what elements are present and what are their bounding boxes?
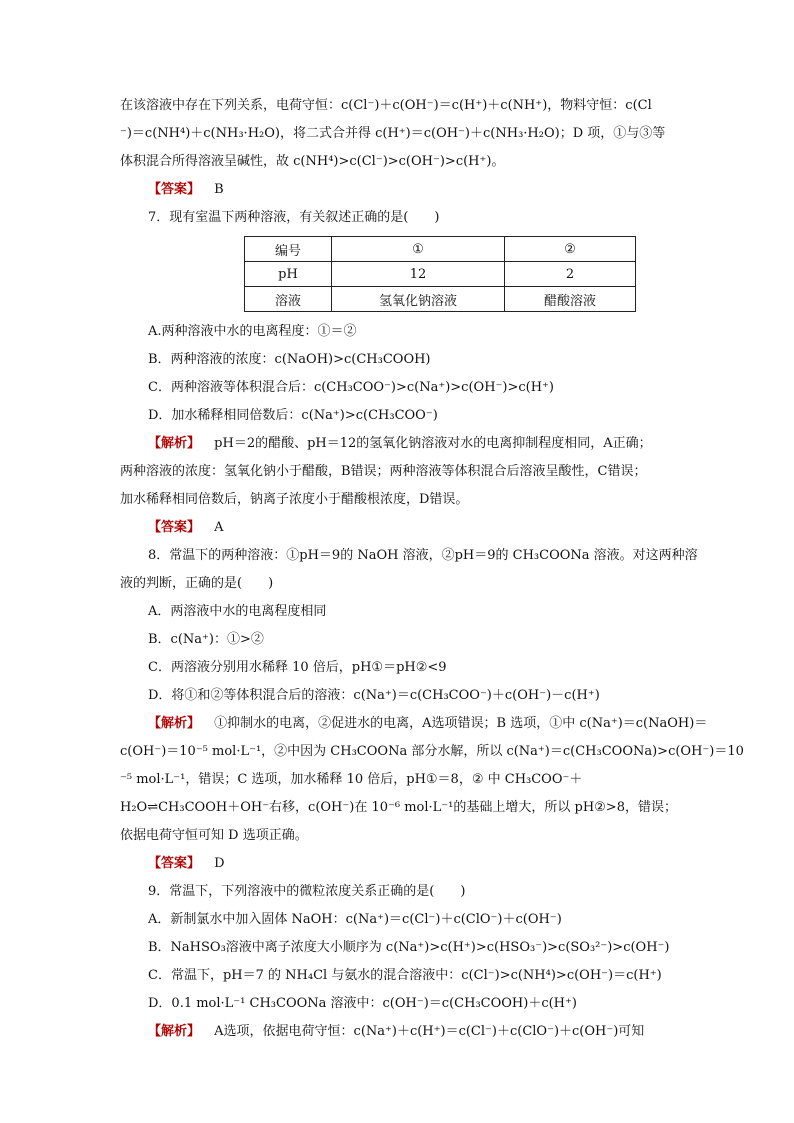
answer-value: A bbox=[214, 520, 224, 535]
table-cell: 溶液 bbox=[245, 287, 332, 312]
option-b: B．c(Na⁺)：①>② bbox=[148, 632, 264, 647]
answer-line-q6 bbox=[120, 176, 680, 204]
table-row bbox=[245, 237, 636, 262]
document-page bbox=[120, 92, 744, 1046]
option-d: D．加水稀释相同倍数后：c(Na⁺)>c(CH₃COO⁻) bbox=[148, 408, 438, 423]
analysis-text: 两种溶液的浓度：氢氧化钠小于醋酸，B错误；两种溶液等体积混合后溶液呈酸性，C错误； bbox=[120, 464, 647, 479]
answer-label: 【答案】 bbox=[148, 856, 201, 871]
text-line: 在该溶液中存在下列关系，电荷守恒：c(Cl⁻)＋c(OH⁻)＝c(H⁺)＋c(NH⁺)，物料守恒：c(Cl bbox=[120, 98, 652, 113]
table-cell: ② bbox=[505, 237, 636, 262]
analysis-line bbox=[120, 710, 708, 738]
table-cell: 编号 bbox=[245, 237, 332, 262]
analysis-label: 【解析】 bbox=[148, 436, 201, 451]
analysis-text: H₂O⇌CH₃COOH＋OH⁻右移，c(OH⁻)在 10⁻⁶ mol·L⁻¹的基础上增大，所以 pH②>8，错误； bbox=[120, 800, 677, 815]
table-row bbox=[245, 287, 636, 312]
table-cell: 2 bbox=[505, 262, 636, 287]
table-cell: 醋酸溶液 bbox=[505, 287, 636, 312]
option-d: D．0.1 mol·L⁻¹ CH₃COONa 溶液中：c(OH⁻)＝c(CH₃COOH)＋c(H⁺) bbox=[148, 996, 577, 1011]
answer-line-q7 bbox=[120, 514, 680, 542]
table-cell: pH bbox=[245, 262, 332, 287]
analysis-line bbox=[120, 1018, 680, 1046]
analysis-text: c(OH⁻)＝10⁻⁵ mol·L⁻¹，②中因为 CH₃COONa 部分水解，所以 c(Na⁺)＝c(CH₃COONa)>c(OH⁻)＝10 bbox=[120, 744, 744, 759]
table-row bbox=[245, 262, 636, 287]
table-cell: 12 bbox=[332, 262, 505, 287]
option-a: A.两种溶液中水的电离程度：①＝② bbox=[148, 324, 357, 339]
answer-line-q8 bbox=[120, 850, 680, 878]
table-cell: 氢氧化钠溶液 bbox=[332, 287, 505, 312]
question-stem-q8: 8．常温下的两种溶液：①pH＝9的 NaOH 溶液，②pH＝9的 CH₃COONa 溶液。对这两种溶 bbox=[148, 548, 698, 563]
analysis-text: 加水稀释相同倍数后，钠离子浓度小于醋酸根浓度，D错误。 bbox=[120, 492, 469, 507]
option-c: C．常温下，pH＝7 的 NH₄Cl 与氨水的混合溶液中：c(Cl⁻)>c(NH⁴)>c(OH⁻)＝c(H⁺) bbox=[148, 968, 662, 983]
analysis-line bbox=[120, 430, 680, 458]
analysis-text: ①抑制水的电离，②促进水的电离，A选项错误；B 选项，①中 c(Na⁺)＝c(NaOH)＝ bbox=[214, 716, 708, 731]
question-stem-q7: 7．现有室温下两种溶液，有关叙述正确的是( ) bbox=[148, 210, 440, 225]
text-line: 体积混合所得溶液呈碱性，故 c(NH⁴)>c(Cl⁻)>c(OH⁻)>c(H⁺)。 bbox=[120, 154, 505, 169]
analysis-text: ⁻⁵ mol·L⁻¹，错误；C 选项，加水稀释 10 倍后，pH①＝8，② 中 CH₃COO⁻＋ bbox=[120, 772, 583, 787]
answer-value: B bbox=[214, 182, 224, 197]
analysis-text: pH＝2的醋酸、pH＝12的氢氧化钠溶液对水的电离抑制程度相同，A正确； bbox=[214, 436, 652, 451]
answer-label: 【答案】 bbox=[148, 520, 201, 535]
option-d: D．将①和②等体积混合后的溶液：c(Na⁺)＝c(CH₃COO⁻)＋c(OH⁻)－c(H⁺) bbox=[148, 688, 600, 703]
option-c: C．两溶液分别用水稀释 10 倍后，pH①＝pH②<9 bbox=[148, 660, 447, 675]
option-b: B．NaHSO₃溶液中离子浓度大小顺序为 c(Na⁺)>c(H⁺)>c(HSO₃⁻)>c(SO₃²⁻)>c(OH⁻) bbox=[148, 940, 670, 955]
option-c: C．两种溶液等体积混合后：c(CH₃COO⁻)>c(Na⁺)>c(OH⁻)>c(H⁺) bbox=[148, 380, 554, 395]
answer-value: D bbox=[214, 856, 225, 871]
answer-label: 【答案】 bbox=[148, 182, 201, 197]
analysis-text: 依据电荷守恒可知 D 选项正确。 bbox=[120, 828, 308, 843]
table-cell: ① bbox=[332, 237, 505, 262]
analysis-text: A选项，依据电荷守恒：c(Na⁺)＋c(H⁺)＝c(Cl⁻)＋c(ClO⁻)＋c(OH⁻)可知 bbox=[214, 1024, 645, 1039]
text-line: ⁻)＝c(NH⁴)＋c(NH₃·H₂O)，将二式合并得 c(H⁺)＝c(OH⁻)＋c(NH₃·H₂O)；D 项，①与③等 bbox=[120, 126, 666, 141]
option-a: A．新制氯水中加入固体 NaOH：c(Na⁺)＝c(Cl⁻)＋c(ClO⁻)＋c(OH⁻) bbox=[148, 912, 562, 927]
analysis-label: 【解析】 bbox=[148, 1024, 201, 1039]
question-stem-q8-cont: 液的判断，正确的是( ) bbox=[120, 576, 274, 591]
question-stem-q9: 9．常温下，下列溶液中的微粒浓度关系正确的是( ) bbox=[148, 884, 466, 899]
data-table bbox=[244, 236, 636, 312]
option-b: B．两种溶液的浓度：c(NaOH)>c(CH₃COOH) bbox=[148, 352, 431, 367]
analysis-label: 【解析】 bbox=[148, 716, 201, 731]
option-a: A．两溶液中水的电离程度相同 bbox=[148, 604, 327, 619]
